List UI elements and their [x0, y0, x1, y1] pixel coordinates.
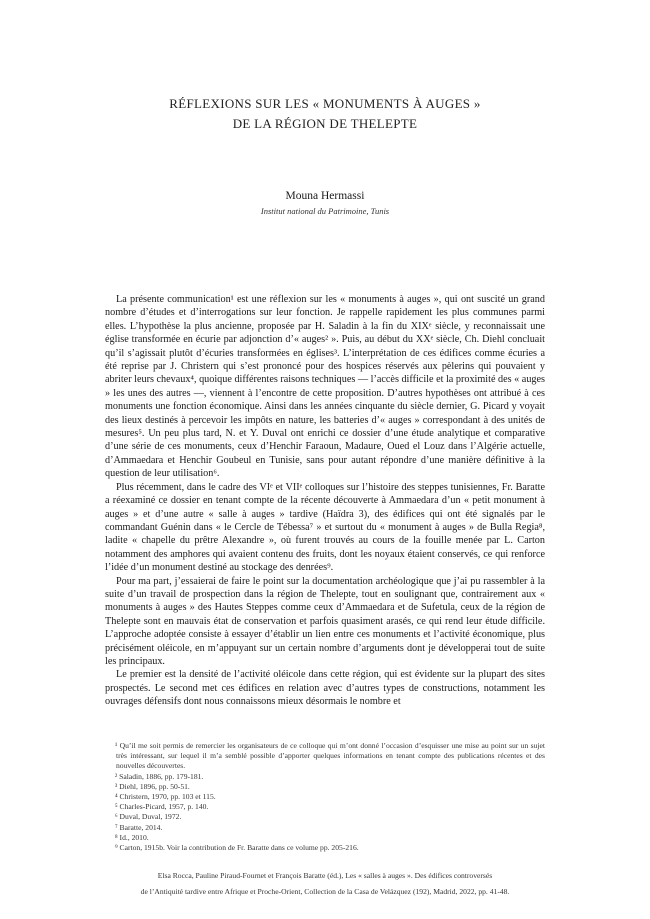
footnotes: [105, 741, 545, 853]
footnote-4: ⁴ Christern, 1970, pp. 103 et 115.: [115, 792, 216, 802]
footnote-1: ¹ Qu’il me soit permis de remercier les organisateurs de ce colloque qui m’ont donné l’occasion d’esquisser une mise au point sur un sujet très intéressant, sur lequel il m’a semblé possible d’apporter quelques informations en tenant compte des publications récentes et des nouvelles découvertes.: [115, 741, 545, 771]
reference-line1: Elsa Rocca, Pauline Piraud-Fournet et François Baratte (éd.), Les « salles à auges ». Des édifices controversés: [157, 871, 493, 880]
reference-line2: de l’Antiquité tardive entre Afrique et Proche-Orient, Collection de la Casa de Velázquez (192), Madrid, 2022, pp. 41-48.: [140, 887, 510, 896]
footnote-2: ² Saladin, 1886, pp. 179-181.: [115, 771, 204, 781]
footnote-8: ⁸ Id., 2010.: [115, 832, 149, 842]
paragraph-1: La présente communication¹ est une réflexion sur les « monuments à auges », qui ont suscité un grand nombre d’études et d’interrogations sur leur fonction. Je rappelle rapidement les plus communes parmi elles. L’hypothèse la plus ancienne, proposée par H. Saladin à la fin du XIXᵉ siècle, y reconnaissait une église transformée en écurie par adjonction d’« auges² ». Puis, au début du XXᵉ siècle, Ch. Diehl concluait qu’il s’agissait plutôt d’écuries transformées en églises³. L’interprétation de ces édifices comme écuries a été reprise par J. Christern qui s’est prononcé pour des hospices réservés aux pèlerins qui pouvaient y abriter leurs chevaux⁴, quoique différentes raisons techniques — l’accès difficile et la proximité des « auges » les unes des autres —, viennent à l’encontre de cette proposition. D’autres hypothèses ont attribué à ces monuments une fonction économique. Ainsi dans les années cinquante du siècle dernier, G. Picard y voyait des lieux destinés à percevoir les impôts en nature, les batteries d’« auges » correspondant à des unités de mesures⁵. Un peu plus tard, N. et Y. Duval ont enrichi ce dossier d’une étude analytique et comparative d’une série de ces monuments, ceux d’Henchir Faraoun, Madaure, Oued el Louz dans l’Algérie actuelle, d’Ammaedara et Henchir Goubeul en Tunisie, sans pour autant répondre d’une manière définitive à la question de leur utilisation⁶.: [105, 294, 545, 480]
footnote-9: ⁹ Carton, 1915b. Voir la contribution de Fr. Baratte dans ce volume pp. 205-216.: [115, 843, 359, 853]
footnote-3: ³ Diehl, 1896, pp. 50-51.: [115, 781, 190, 791]
paragraph-4: Le premier est la densité de l’activité oléicole dans cette région, qui est évidente sur la plupart des sites prospectés. Le second met ces édifices en relation avec d’autres types de constructions, notamment les ouvrages défensifs dont nous connaissons mieux désormais le nombre et: [105, 669, 545, 708]
footnote-6: ⁶ Duval, Duval, 1972.: [115, 812, 182, 822]
footnote-7: ⁷ Baratte, 2014.: [115, 822, 163, 832]
paragraph-3: Pour ma part, j’essaierai de faire le point sur la documentation archéologique que j’ai pu rassembler à la suite d’un travail de prospection dans la région de Thelepte, tout en soulignant que, contrairement aux « monuments à auges » des Hautes Steppes comme ceux d’Ammaedara et de Sufetula, ceux de la région de Thelepte sont en mauvais état de conservation et parfois quasiment arasés, ce qui rend leur étude difficile. L’approche adoptée consiste à essayer d’établir un lien entre ces monuments et l’activité économique, plus précisément oléicole, en m’appuyant sur un certain nombre d’arguments dont je développerai tout de suite les principaux.: [105, 575, 545, 667]
article-title-line1: RÉFLEXIONS SUR LES « MONUMENTS À AUGES »: [169, 96, 481, 111]
paragraph-2: Plus récemment, dans le cadre des VIᵉ et VIIᵉ colloques sur l’histoire des steppes tunisiennes, Fr. Baratte a réexaminé ce dossier en tenant compte de la récente découverte à Ammaedara d’un « petit monument à auges » et d’une autre « salle à auges » tardive (Haïdra 3), des édifices qui ont été signalés par le commandant Guénin dans « le Cercle de Tébessa⁷ » et surtout du « monument à auges » de Bulla Regia⁸, ladite « chapelle du prêtre Alexandre », où furent trouvés au cours de la fouille menée par L. Carton notamment des amphores qui avaient contenu des fruits, dont les noyaux étaient conservés, ce qui renforce l’idée d’un monument destiné au stockage des denrées⁹.: [105, 481, 545, 574]
article-body: [105, 293, 545, 709]
volume-reference: [95, 868, 555, 900]
article-title-line2: DE LA RÉGION DE THELEPTE: [232, 116, 418, 131]
author-affiliation: Institut national du Patrimoine, Tunis: [260, 206, 390, 216]
author-name: Mouna Hermassi: [285, 190, 365, 202]
footnote-5: ⁵ Charles-Picard, 1957, p. 140.: [115, 802, 209, 812]
